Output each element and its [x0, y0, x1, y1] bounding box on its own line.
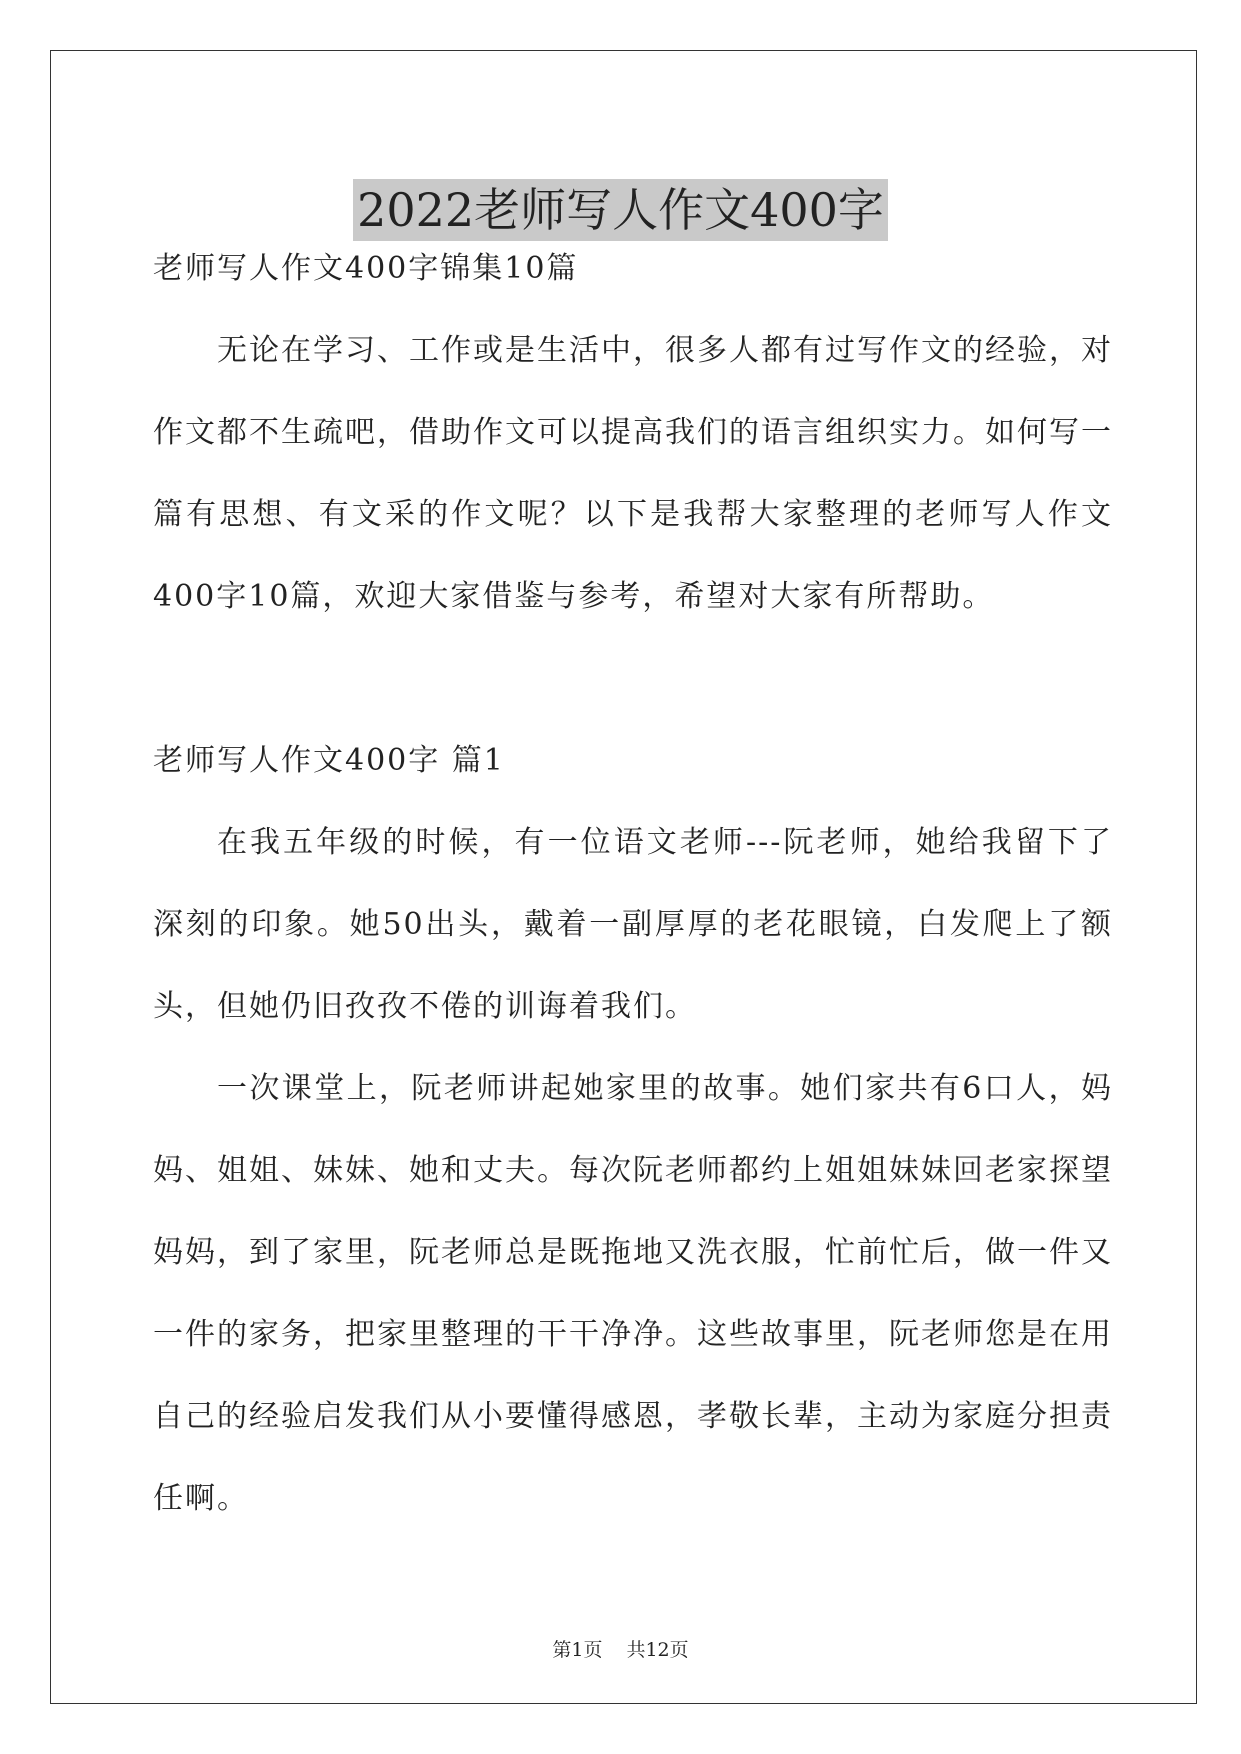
section-spacer — [153, 638, 1113, 720]
section-paragraph-2: 一次课堂上，阮老师讲起她家里的故事。她们家共有6口人，妈妈、姐姐、妹妹、她和丈夫。每次阮老师都约上姐姐妹妹回老家探望妈妈，到了家里，阮老师总是既拖地又洗衣服，忙前忙后，做一件又一件的家务，把家里整理的干干净净。这些故事里，阮老师您是在用自己的经验启发我们从小要懂得感恩，孝敬长辈，主动为家庭分担责任啊。 — [153, 1071, 1113, 1516]
page-total: 共12页 — [626, 1639, 689, 1661]
subtitle: 老师写人作文400字锦集10篇 — [153, 251, 579, 286]
document-title: 2022老师写人作文400字 — [353, 179, 888, 241]
intro-paragraph: 无论在学习、工作或是生活中，很多人都有过写作文的经验，对作文都不生疏吧，借助作文可以提高我们的语言组织实力。如何写一篇有思想、有文采的作文呢？以下是我帮大家整理的老师写人作文400字10篇，欢迎大家借鉴与参考，希望对大家有所帮助。 — [153, 333, 1113, 614]
document-body — [153, 228, 1113, 1540]
section-paragraph-1: 在我五年级的时候，有一位语文老师---阮老师，她给我留下了深刻的印象。她50出头，戴着一副厚厚的老花眼镜，白发爬上了额头，但她仍旧孜孜不倦的训诲着我们。 — [153, 825, 1113, 1024]
page-number: 第1页 — [552, 1639, 603, 1661]
section-heading: 老师写人作文400字 篇1 — [153, 743, 505, 778]
page-footer — [0, 1635, 1241, 1662]
